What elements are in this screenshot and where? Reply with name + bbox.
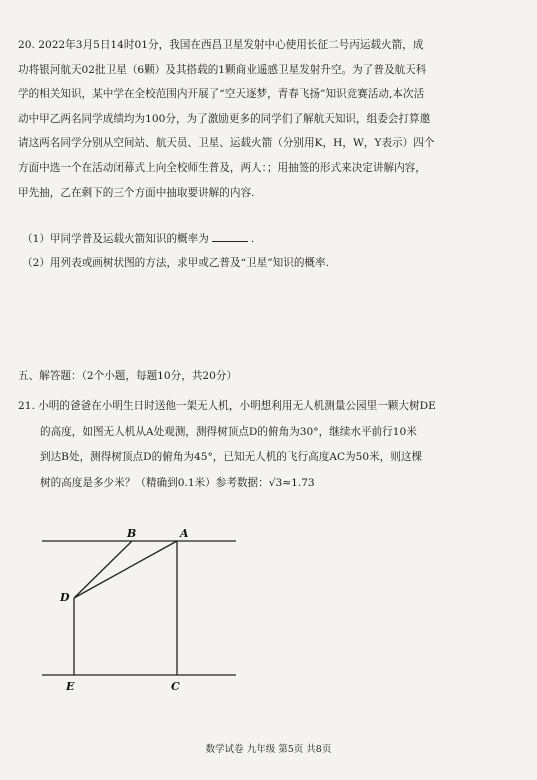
sight-line-BD — [74, 541, 132, 598]
q21-line-4: 树的高度是多少米？（精确到0.1米）参考数据：√3≈1.73 — [40, 476, 315, 489]
q20-line-6: 方面中选一个在活动闭幕式上向全校师生普及，两人：；用抽签的形式来决定讲解内容， — [18, 161, 426, 174]
section-heading: 五、解答题：（2个小题，每题10分，共20分） — [18, 370, 238, 382]
label-D: D — [60, 591, 70, 604]
q21-line-2: 的高度，如图无人机从A处观测，测得树顶点D的俯角为30°，继续水平前行10米 — [40, 425, 417, 438]
q20-subquestion-2: （2）用列表或画树状图的方法，求甲或乙普及“卫星”知识的概率. — [22, 257, 329, 269]
q21-line-1: 21. 小明的爸爸在小明生日时送他一架无人机，小明想利用无人机测量公园里一颗大树DE — [18, 400, 436, 412]
label-A: A — [180, 527, 189, 540]
q20-line-2: 功将银河航天02批卫星（6颗）及其搭载的1颗商业遥感卫星发射升空。为了普及航天科 — [18, 63, 427, 76]
q20-line-5: 请这两名同学分别从空间站、航天员、卫星、运载火箭（分别用K，H，W，Y表示）四个 — [18, 137, 435, 150]
label-C: C — [171, 680, 180, 693]
q20-line-4: 动中甲乙两名同学成绩均为100分，为了激励更多的同学们了解航天知识，组委会打算邀 — [18, 112, 431, 125]
q20-line-1: 20. 2022年3月5日14时01分，我国在西昌卫星发射中心使用长征二号丙运载火箭，成 — [18, 39, 424, 51]
q21-line-3: 到达B处，测得树顶点D的俯角为45°，已知无人机的飞行高度AC为50米，则这棵 — [40, 451, 423, 464]
label-B: B — [127, 527, 137, 540]
q20-sub1-text: （1）甲同学普及运载火箭知识的概率为 — [22, 233, 209, 245]
label-E: E — [66, 680, 75, 693]
q20-line-7: 甲先抽，乙在剩下的三个方面中抽取要讲解的内容. — [18, 186, 255, 199]
sight-line-AD — [74, 541, 177, 598]
page-footer: 数学试卷 九年级 第5页 共8页 — [205, 744, 332, 755]
q20-sub1-end: . — [250, 233, 255, 245]
q20-line-3: 学的相关知识，某中学在全校范围内开展了“空天逐梦，青春飞扬”知识竞赛活动,本次活 — [18, 88, 425, 101]
